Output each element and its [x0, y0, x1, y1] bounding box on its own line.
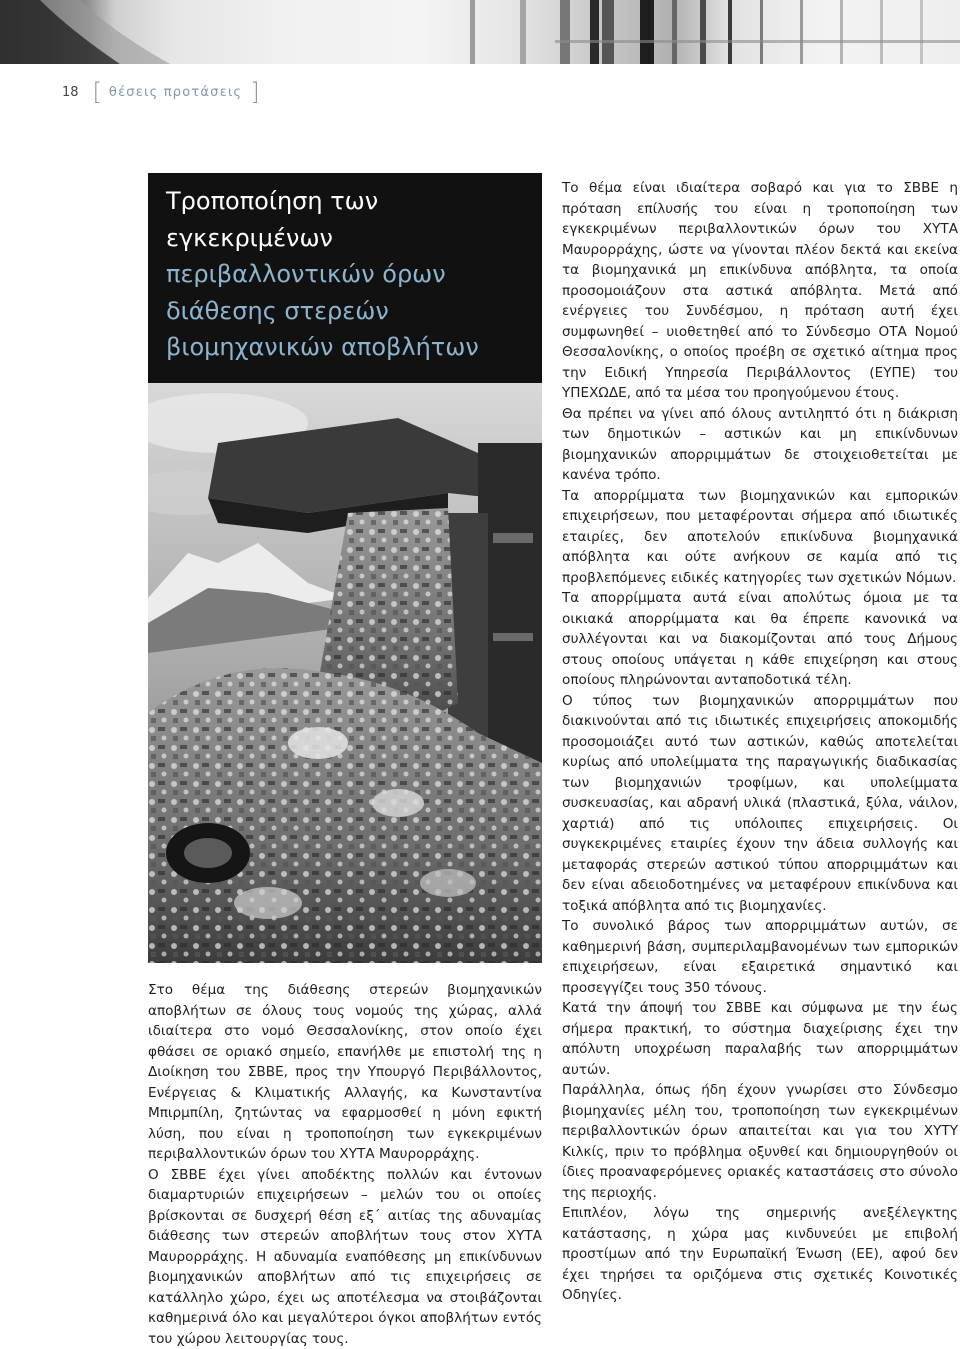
section-name: θέσεις προτάσεις: [109, 85, 242, 100]
paragraph: Κατά την άποψή του ΣΒΒΕ και σύμφωνα με την έως σήμερα πρακτική, το σύστημα διαχείρισης έχει την απόλυτη υποχρέωση παραλαβής των απορριμμάτων αυτών.: [562, 998, 958, 1080]
paragraph: Το συνολικό βάρος των απορριμμάτων αυτών, σε καθημερινή βάση, συμπεριλαμβανομένων των εμπορικών επιχειρήσεων, είναι εξαιρετικά σημαντικό και προσεγγίζει τους 350 τόνους.: [562, 916, 958, 998]
title-line: διάθεσης στερεών: [166, 293, 528, 330]
paragraph: Το θέμα είναι ιδιαίτερα σοβαρό και για το ΣΒΒΕ η πρόταση επίλυσής του είναι η τροποποίηση των εγκεκριμένων περιβαλλοντικών όρων του ΧΥΤΑ Μαυρορράχης, ώστε να γίνονται πλέον δεκτά και εκείνα τα βιομηχανικά μη επικίνδυνα απόβλητα, τα οποία προσομοιάζουν στα αστικά απόβλητα. Μετά από ενέργειες του Συνδέσμου, η πρόταση αυτή έχει συμφωνηθεί – υιοθετηθεί από το Σύνδεσμο ΟΤΑ Νομού Θεσσαλονίκης, ο οποίος προέβη σε σχετικό αίτημα προς την Ειδική Υπηρεσία Περιβάλλοντος (ΕΥΠΕ) του ΥΠΕΧΩΔΕ, από τα μέσα του προηγούμενου έτους.: [562, 178, 958, 404]
paragraph: Τα απορρίμματα αυτά είναι απολύτως όμοια με τα οικιακά απορρίμματα και θα έπρεπε κανονικά να συλλέγονται και να διακομίζονται από τους Δήμους στους οποίους υπάγεται η κάθε επιχείρηση και στους οποίους πληρώνονται ανταποδοτικά τέλη.: [562, 588, 958, 691]
paragraph: Ο τύπος των βιομηχανικών απορριμμάτων που διακινούνται από τις ιδιωτικές επιχειρήσεις αποκομιδής προσομοιάζει αυτό των αστικών, καθώς αποτελείται κυρίως από υπολείμματα της παραγωγικής διαδικασίας των βιομηχανιών τροφίμων, και υπολείμματα συσκευασίας, και αδρανή υλικά (πλαστικά, ξύλα, νάιλον, χαρτιά) από τις υπόλοιπες επιχειρήσεις. Οι συγκεκριμένες εταιρίες έχουν την άδεια συλλογής και μεταφοράς στερεών αστικού τύπου απορριμμάτων και δεν είναι αδειοδοτημένες να μεταφέρουν επικίνδυνα και τοξικά απόβλητα από τις βιομηχανίες.: [562, 691, 958, 917]
article-title-box: [148, 173, 542, 383]
page-number: 18: [62, 85, 79, 100]
header-banner-photo: [0, 0, 960, 64]
title-line: βιομηχανικών αποβλήτων: [166, 329, 528, 366]
paragraph: Στο θέμα της διάθεσης στερεών βιομηχανικών αποβλήτων σε όλους τους νομούς της χώρας, αλλά ιδιαίτερα στο νομό Θεσσαλονίκης, στον οποίο έχει φθάσει σε οριακό σημείο, επανήλθε με επιστολή της η Διοίκηση του ΣΒΒΕ, προς την Υπουργό Περιβάλλοντος, Ενέργειας & Κλιματικής Αλλαγής, κα Κωνσταντίνα Μπιρμπίλη, ζητώντας να εφαρμοσθεί η μόνη εφικτή λύση, που είναι η τροποποίηση των εγκεκριμένων περιβαλλοντικών όρων του ΧΥΤΑ Μαυρορράχης.: [148, 980, 542, 1165]
paragraph: Παράλληλα, όπως ήδη έχουν γνωρίσει στο Σύνδεσμο βιομηχανίες μέλη του, τροποποίηση των εγκεκριμένων περιβαλλοντικών όρων απαιτείται και για του ΧΥΤΥ Κιλκίς, πριν το πρόβλημα οξυνθεί και δημιουργηθούν οι ίδιες προαναφερόμενες οριακές καταστάσεις στο σύνολο της περιοχής.: [562, 1080, 958, 1203]
title-line: εγκεκριμένων: [166, 220, 528, 257]
title-line: περιβαλλοντικών όρων: [166, 256, 528, 293]
paragraph: Θα πρέπει να γίνει από όλους αντιληπτό ότι η διάκριση των δημοτικών – αστικών και μη επικίνδυνων βιομηχανικών απορριμμάτων δε στοιχειοθετείται με κανένα τρόπο.: [562, 404, 958, 486]
left-column-text: [148, 980, 542, 1349]
running-header: [62, 80, 260, 104]
right-column-text: [562, 178, 958, 1306]
paragraph: Ο ΣΒΒΕ έχει γίνει αποδέκτης πολλών και έντονων διαμαρτυριών επιχειρήσεων – μελών του οι οποίες βρίσκονται σε δυσχερή θέση εξ΄ αιτίας της αδυναμίας διάθεσης των στερεών αποβλήτων τους στον ΧΥΤΑ Μαυρορράχης. Η αδυναμία εναπόθεσης μη επικίνδυνων βιομηχανικών αποβλήτων από τις επιχειρήσεις σε κατάλληλο χώρο, έχει ως αποτέλεσμα να στοιβάζονται καθημερινά όλο και μεγαλύτεροι όγκοι αποβλήτων εντός του χώρου λειτουργίας τους.: [148, 1165, 542, 1349]
bracket-open: [: [93, 80, 102, 104]
paragraph: Τα απορρίμματα των βιομηχανικών και εμπορικών επιχειρήσεων, που μεταφέρονται σήμερα από ιδιωτικές εταιρίες, δεν αποτελούν επικίνδυνα βιομηχανικά απόβλητα και ούτε ανήκουν σε καμία από τις προβλεπόμενες ειδικές κατηγορίες των σχετικών Νόμων.: [562, 486, 958, 589]
paragraph: Επιπλέον, λόγω της σημερινής ανεξέλεγκτης κατάστασης, η χώρα μας κινδυνεύει με επιβολή προστίμων από την Ευρωπαϊκή Ένωση (ΕΕ), αφού δεν έχει τηρήσει τα οριζόμενα στις σχετικές Κοινοτικές Οδηγίες.: [562, 1203, 958, 1306]
landfill-photo: [148, 383, 542, 963]
bracket-close: ]: [250, 80, 259, 104]
title-line: Τροποποίηση των: [166, 183, 528, 220]
